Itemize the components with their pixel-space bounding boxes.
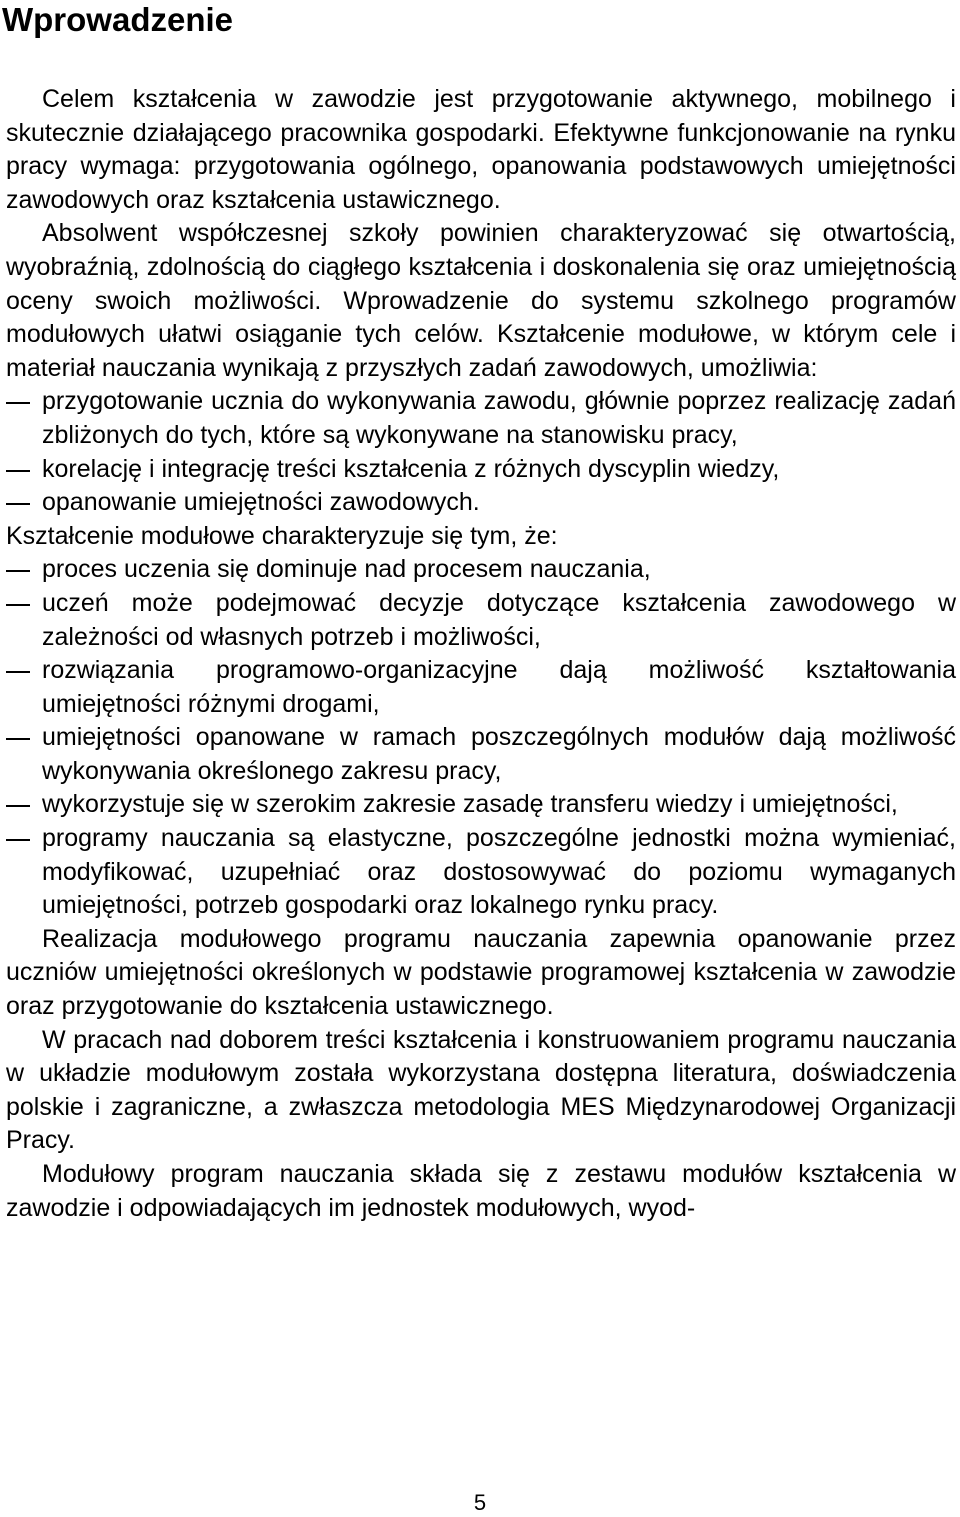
paragraph-graduate: Absolwent współczesnej szkoły powinien charakteryzować się otwartością, wyobraźnią, zdolnością do ciągłego kształcenia i doskonalenia się oraz umiejętnością oceny swoich możliwości. Wprowadzenie do systemu szkolnego programów modułowych ułatwi osiąganie tych celów. Kształcenie modułowe, w którym cele i materiał nauczania wynikają z przyszłych zadań zawodowych, umożliwia:	[6, 219, 956, 382]
list-item: wykorzystuje się w szerokim zakresie zasadę transferu wiedzy i umiejętności,	[6, 788, 956, 822]
modular-benefits-list	[6, 385, 956, 519]
list-item: programy nauczania są elastyczne, poszczególne jednostki można wymieniać, modyfikować, uzupełniać oraz dostosowywać do poziomu wymaganych umiejętności, potrzeb gospodarki oraz lokalnego rynku pracy.	[6, 822, 956, 923]
paragraph-program-structure: Modułowy program nauczania składa się z zestawu modułów kształcenia w zawodzie i odpowiadających im jednostek modułowych, wyod-	[6, 1160, 956, 1222]
page-title: Wprowadzenie	[2, 1, 234, 38]
list-item: uczeń może podejmować decyzje dotyczące kształcenia zawodowego w zależności od własnych potrzeb i możliwości,	[6, 587, 956, 654]
list-item: opanowanie umiejętności zawodowych.	[6, 486, 956, 520]
list-item: proces uczenia się dominuje nad procesem nauczania,	[6, 553, 956, 587]
list-item: przygotowanie ucznia do wykonywania zawodu, głównie poprzez realizację zadań zbliżonych do tych, które są wykonywane na stanowisku pracy,	[6, 385, 956, 452]
modular-characteristics-list	[6, 553, 956, 923]
list-item: korelację i integrację treści kształcenia z różnych dyscyplin wiedzy,	[6, 453, 956, 487]
document-body	[6, 83, 956, 1225]
list-item: umiejętności opanowane w ramach poszczególnych modułów dają możliwość wykonywania określonego zakresu pracy,	[6, 721, 956, 788]
list-item: rozwiązania programowo-organizacyjne dają możliwość kształtowania umiejętności różnymi drogami,	[6, 654, 956, 721]
paragraph-methodology: W pracach nad doborem treści kształcenia i konstruowaniem programu nauczania w układzie modułowym została wykorzystana dostępna literatura, doświadczenia polskie i zagraniczne, a zwłaszcza metodologia MES Międzynarodowej Organizacji Pracy.	[6, 1025, 956, 1155]
paragraph-characteristics: Kształcenie modułowe charakteryzuje się tym, że:	[6, 521, 558, 550]
page-number: 5	[473, 1490, 487, 1515]
paragraph-realization: Realizacja modułowego programu nauczania zapewnia opanowanie przez uczniów umiejętności określonych w podstawie programowej kształcenia w zawodzie oraz przygotowanie do kształcenia ustawicznego.	[6, 924, 956, 1021]
paragraph-intro: Celem kształcenia w zawodzie jest przygotowanie aktywnego, mobilnego i skutecznie działającego pracownika gospodarki. Efektywne funkcjonowanie na rynku pracy wymaga: przygotowania ogólnego, opanowania podstawowych umiejętności zawodowych oraz kształcenia ustawicznego.	[6, 85, 956, 214]
